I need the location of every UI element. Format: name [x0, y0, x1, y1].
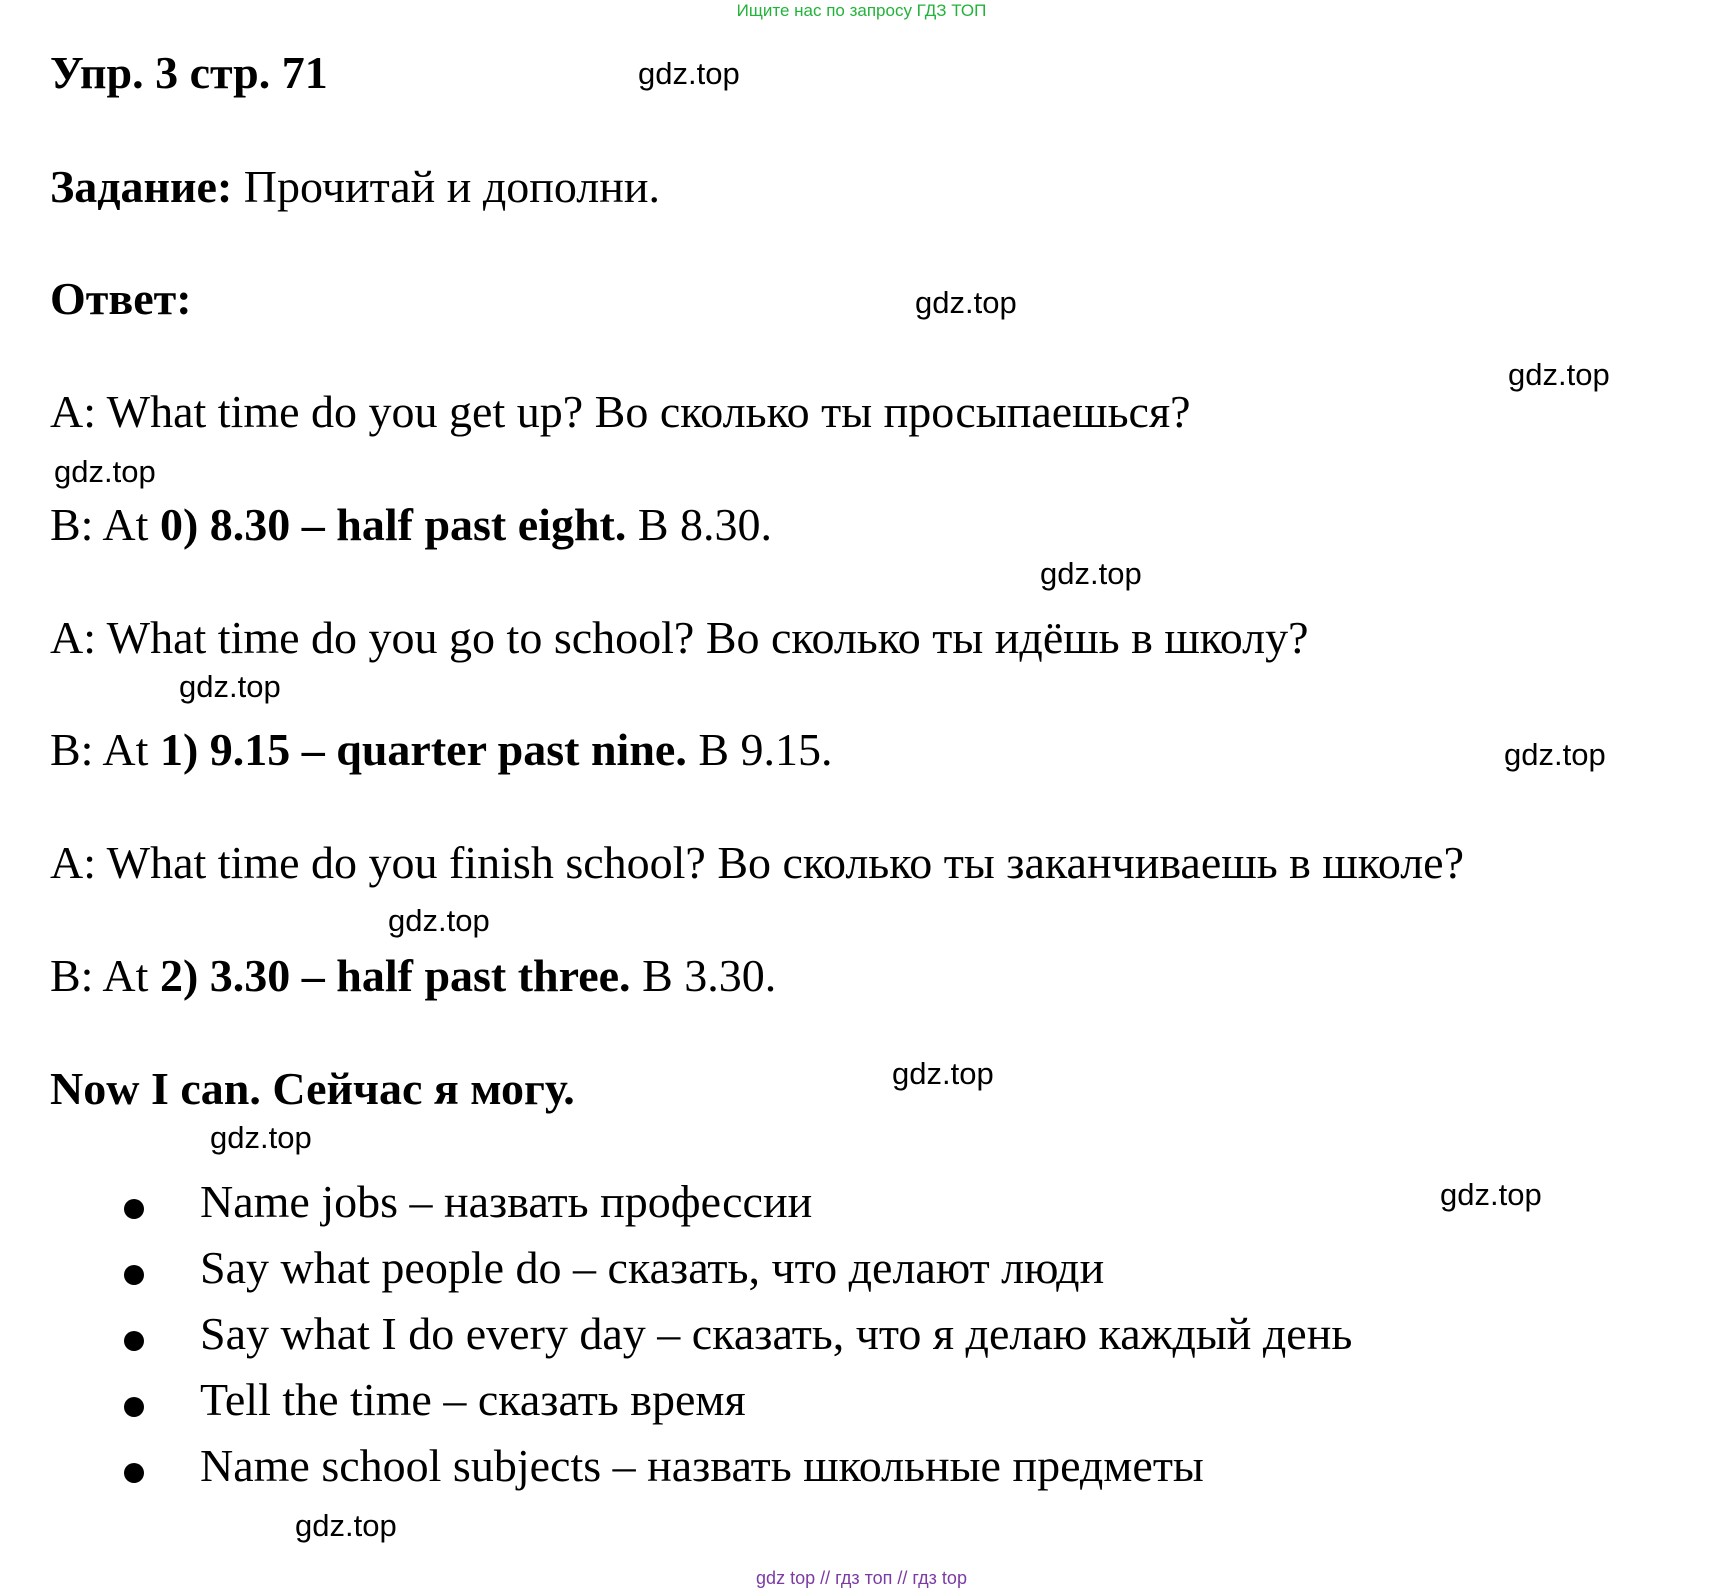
- watermark: gdz.top: [892, 1056, 994, 1091]
- task-line: [50, 160, 660, 213]
- dialogue-line-1: [50, 385, 1191, 438]
- dialogue-line-4: [50, 723, 833, 776]
- watermark: gdz.top: [295, 1508, 397, 1543]
- dialogue-line-6: [50, 949, 776, 1002]
- line-post: В 8.30.: [626, 499, 773, 550]
- answer-label: Ответ:: [50, 273, 192, 324]
- line-pre: At: [93, 950, 160, 1001]
- speaker: A:: [50, 837, 96, 888]
- answer-fill: 1) 9.15 – quarter past nine.: [159, 724, 687, 775]
- line-pre: At: [93, 499, 160, 550]
- line-text: What time do you finish school? Во сколько ты заканчиваешь в школе?: [96, 837, 1465, 888]
- speaker: A:: [50, 386, 96, 437]
- task-text: Прочитай и дополни.: [232, 161, 660, 212]
- watermark: gdz.top: [638, 56, 740, 91]
- top-banner: Ищите нас по запросу ГДЗ ТОП: [736, 1, 987, 20]
- watermark: gdz.top: [1440, 1177, 1542, 1212]
- speaker: A:: [50, 612, 96, 663]
- skill-item: Name school subjects – назвать школьные предметы: [200, 1440, 1204, 1491]
- task-label: Задание:: [50, 161, 233, 212]
- answer-fill: 0) 8.30 – half past eight.: [159, 499, 627, 550]
- watermark: gdz.top: [210, 1120, 312, 1155]
- now-i-can-heading: Now I can. Сейчас я могу.: [50, 1063, 575, 1114]
- skill-item: Name jobs – назвать профессии: [200, 1176, 813, 1227]
- watermark: gdz.top: [1508, 357, 1610, 392]
- line-text: What time do you get up? Во сколько ты просыпаешься?: [96, 386, 1191, 437]
- exercise-title: Упр. 3 стр. 71: [50, 47, 328, 98]
- bullet-icon: [124, 1463, 144, 1483]
- watermark: gdz.top: [388, 903, 490, 938]
- watermark: gdz.top: [179, 669, 281, 704]
- line-text: What time do you go to school? Во сколько ты идёшь в школу?: [96, 612, 1309, 663]
- watermark: gdz.top: [54, 454, 156, 489]
- speaker: B:: [50, 950, 94, 1001]
- skill-item: Say what people do – сказать, что делают люди: [200, 1242, 1105, 1293]
- line-post: В 3.30.: [630, 950, 777, 1001]
- skill-item: Say what I do every day – сказать, что я делаю каждый день: [200, 1308, 1353, 1359]
- skill-item: Tell the time – сказать время: [200, 1374, 746, 1425]
- footer-watermark: gdz top // гдз топ // гдз top: [756, 1568, 967, 1588]
- line-pre: At: [93, 724, 160, 775]
- bullet-icon: [124, 1331, 144, 1351]
- watermark: gdz.top: [915, 285, 1017, 320]
- line-post: В 9.15.: [686, 724, 833, 775]
- watermark: gdz.top: [1040, 556, 1142, 591]
- dialogue-line-2: [50, 498, 772, 551]
- dialogue-line-3: [50, 611, 1309, 664]
- speaker: B:: [50, 499, 94, 550]
- dialogue-line-5: [50, 836, 1464, 889]
- answer-fill: 2) 3.30 – half past three.: [159, 950, 631, 1001]
- bullet-icon: [124, 1265, 144, 1285]
- bullet-icon: [124, 1397, 144, 1417]
- speaker: B:: [50, 724, 94, 775]
- watermark: gdz.top: [1504, 737, 1606, 772]
- bullet-icon: [124, 1199, 144, 1219]
